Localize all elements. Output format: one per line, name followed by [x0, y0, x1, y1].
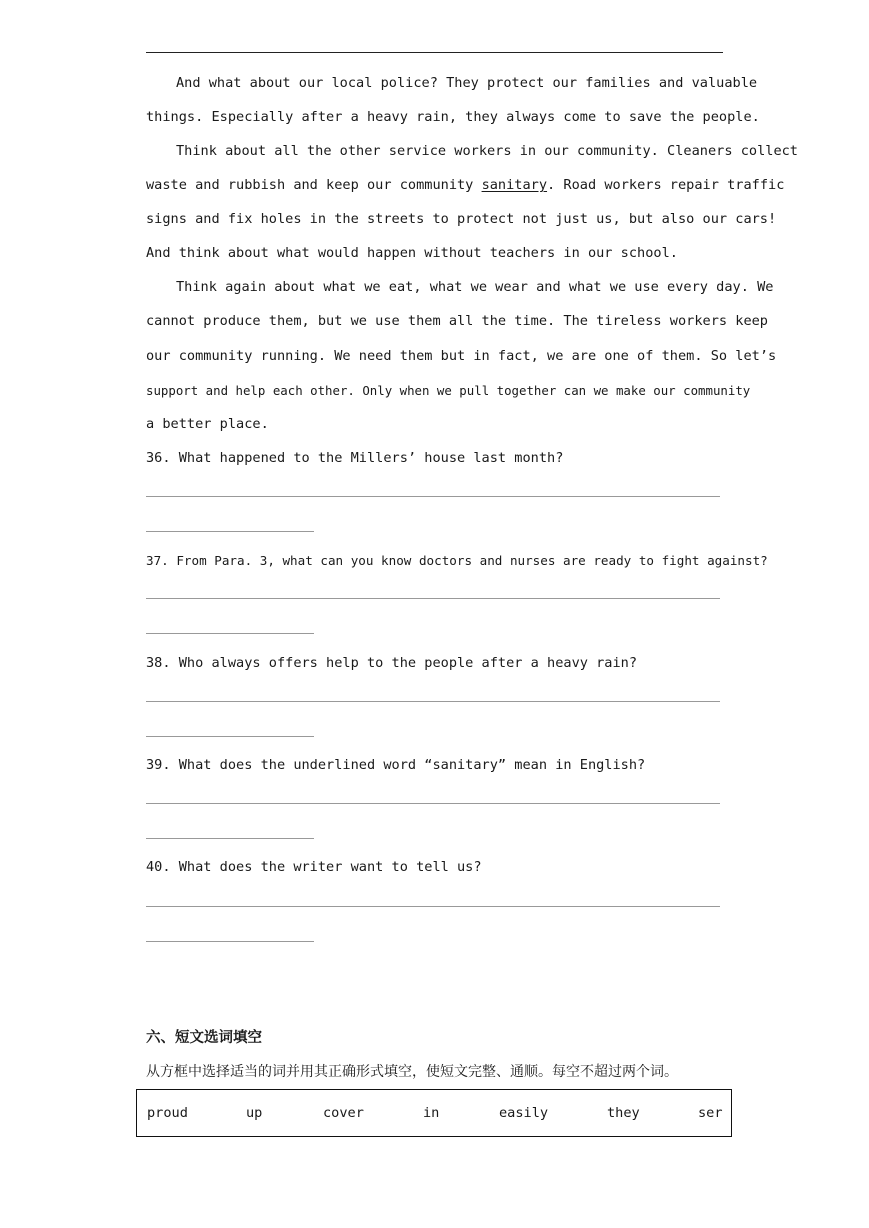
answer-line[interactable]: [146, 803, 720, 804]
passage-text: . Road workers repair traffic: [547, 177, 785, 193]
word-option: cover: [323, 1105, 364, 1121]
passage-line: Think about all the other service workers in our community. Cleaners collect: [176, 143, 798, 159]
passage-line: things. Especially after a heavy rain, they always come to save the people.: [146, 109, 760, 125]
underlined-word-sanitary: sanitary: [481, 177, 548, 193]
section-heading: 六、短文选词填空: [146, 1030, 262, 1046]
passage-line: a better place.: [146, 416, 269, 432]
passage-line: support and help each other. Only when we pull together can we make our community: [146, 383, 751, 398]
passage-text: waste and rubbish and keep our community: [146, 177, 482, 193]
word-option: ser: [698, 1105, 723, 1121]
passage-line: our community running. We need them but in fact, we are one of them. So let’s: [146, 348, 777, 364]
answer-line[interactable]: [146, 598, 720, 599]
word-option: up: [246, 1105, 263, 1121]
word-option: proud: [147, 1105, 188, 1121]
answer-line[interactable]: [146, 736, 314, 737]
answer-line[interactable]: [146, 496, 720, 497]
question-40: 40. What does the writer want to tell us?: [146, 859, 482, 875]
question-39: 39. What does the underlined word “sanitary” mean in English?: [146, 757, 646, 773]
word-option: easily: [499, 1105, 549, 1121]
question-37: 37. From Para. 3, what can you know doctors and nurses are ready to fight against?: [146, 553, 768, 568]
word-box: [136, 1089, 732, 1137]
answer-line[interactable]: [146, 531, 314, 532]
passage-line: And what about our local police? They protect our families and valuable: [176, 75, 758, 91]
header-rule: [146, 52, 723, 53]
answer-line[interactable]: [146, 633, 314, 634]
passage-line: cannot produce them, but we use them all the time. The tireless workers keep: [146, 313, 768, 329]
passage-line: And think about what would happen without teachers in our school.: [146, 245, 678, 261]
section-instruction: 从方框中选择适当的词并用其正确形式填空，使短文完整、通顺。每空不超过两个词。: [146, 1064, 678, 1080]
passage-line: signs and fix holes in the streets to protect not just us, but also our cars!: [146, 211, 777, 227]
word-option: in: [423, 1105, 440, 1121]
word-option: they: [607, 1105, 640, 1121]
answer-line[interactable]: [146, 701, 720, 702]
answer-line[interactable]: [146, 941, 314, 942]
passage-line: Think again about what we eat, what we wear and what we use every day. We: [176, 279, 774, 295]
question-38: 38. Who always offers help to the people after a heavy rain?: [146, 655, 638, 671]
answer-line[interactable]: [146, 906, 720, 907]
question-36: 36. What happened to the Millers’ house last month?: [146, 450, 564, 466]
passage-line: [146, 177, 785, 194]
answer-line[interactable]: [146, 838, 314, 839]
